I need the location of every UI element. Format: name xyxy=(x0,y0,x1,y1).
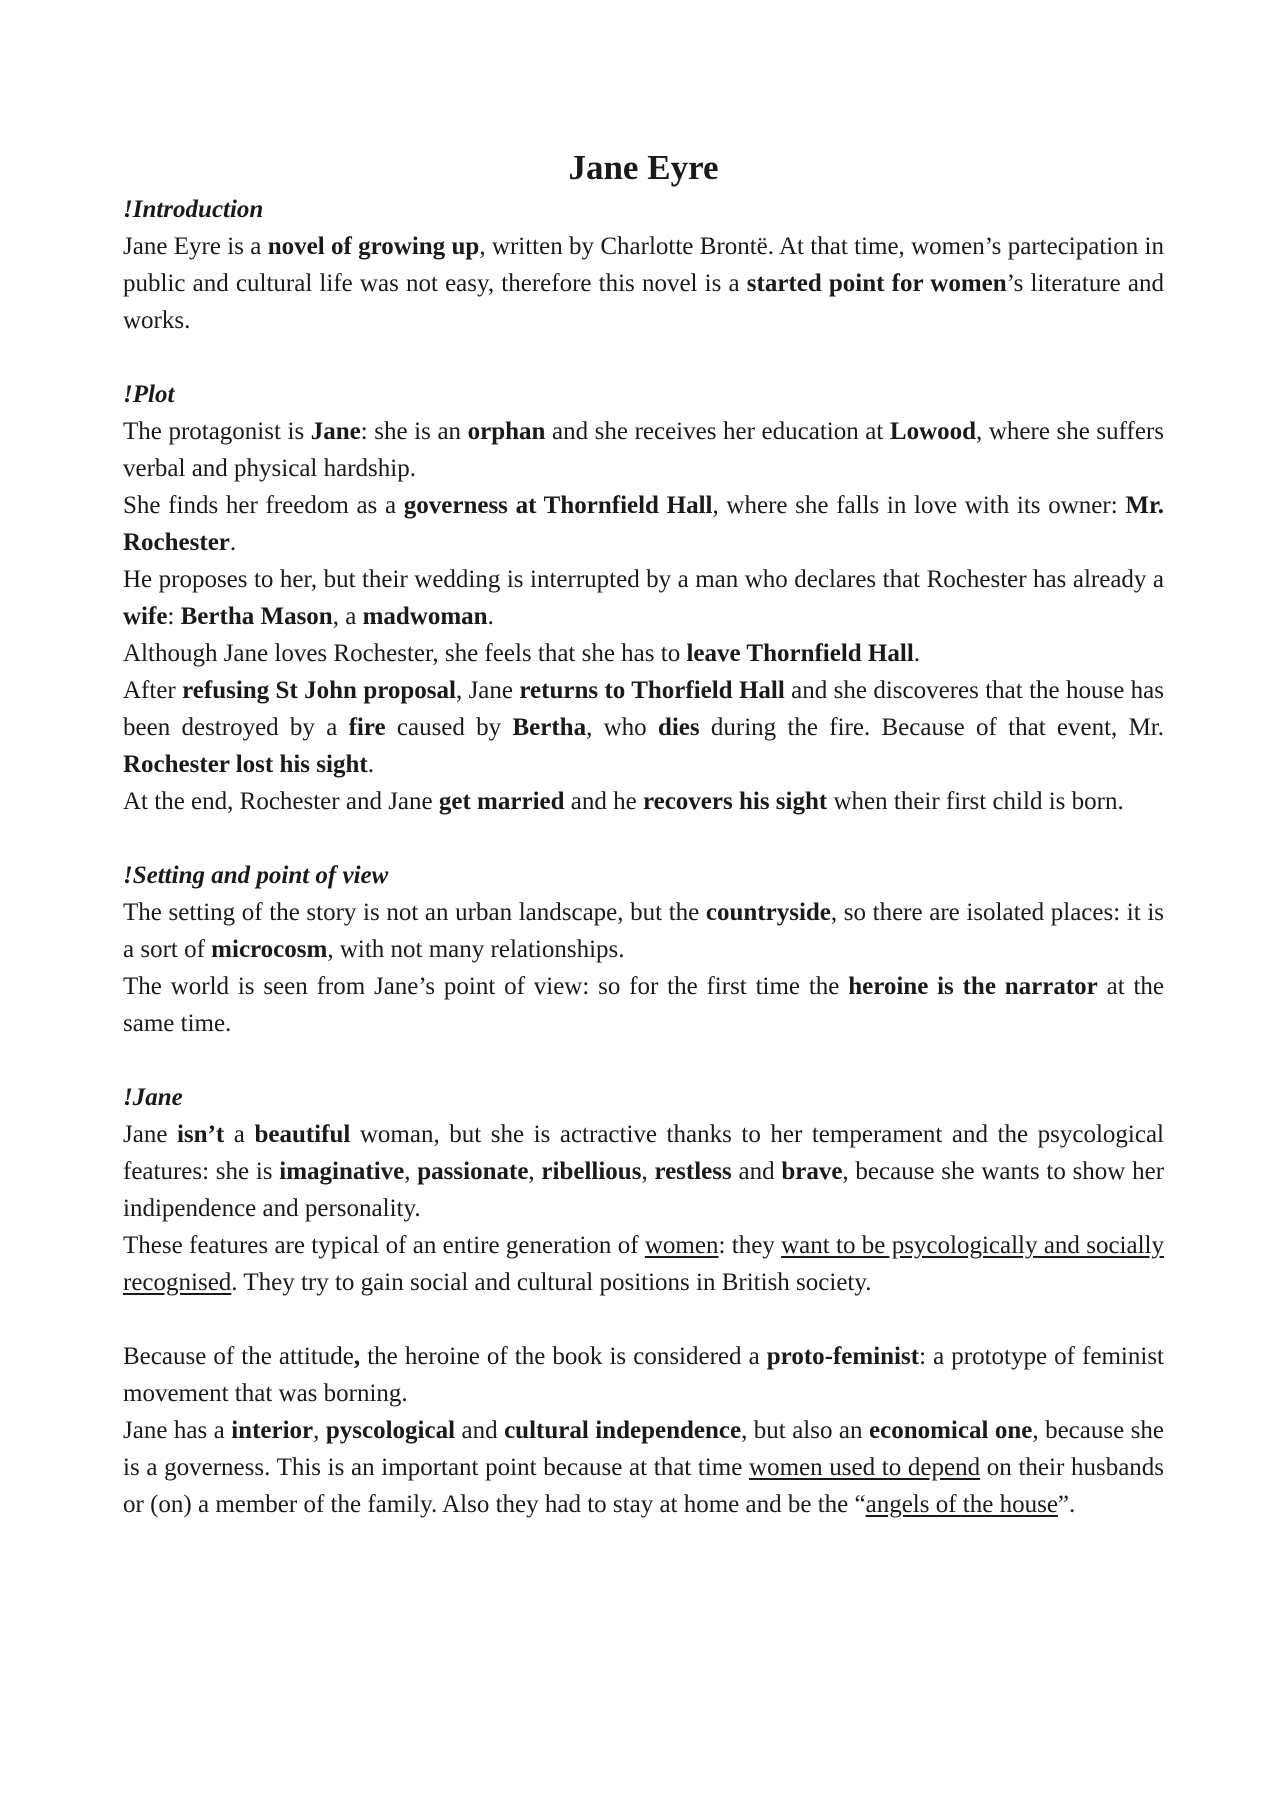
text-run: , a xyxy=(332,603,363,630)
bold-text: Bertha Mason xyxy=(180,603,333,630)
section-spacer xyxy=(123,820,1164,857)
text-run: , who xyxy=(586,714,658,741)
section-heading: !Introduction xyxy=(123,196,264,223)
bold-text: pyscological xyxy=(325,1417,456,1444)
text-run: Jane has a xyxy=(123,1417,232,1444)
text-run: , xyxy=(641,1158,655,1185)
text-run: at the same time. xyxy=(123,973,1165,1037)
text-run: and xyxy=(731,1158,782,1185)
text-run: on their husbands or (on) a member of the family. Also they had to stay at home and be the “ xyxy=(123,1454,1165,1518)
text-run: : she is an xyxy=(360,418,468,445)
text-run: . xyxy=(367,751,374,778)
text-run: : xyxy=(167,603,181,630)
text-run: , where she falls in love with its owner: xyxy=(712,492,1126,519)
paragraph xyxy=(123,1116,1164,1227)
bold-text: leave Thornfield Hall xyxy=(686,640,914,667)
text-run: woman, but she is actractive thanks to her temperament and the psycological features: she is xyxy=(123,1121,1165,1185)
bold-text: restless xyxy=(654,1158,732,1185)
bold-text: proto-feminist xyxy=(766,1343,920,1370)
paragraph xyxy=(123,783,1164,820)
bold-text: Bertha xyxy=(512,714,587,741)
text-run: caused by xyxy=(385,714,513,741)
section-heading: !Jane xyxy=(123,1084,183,1111)
paragraph xyxy=(123,1412,1164,1523)
text-run: ’s literature and works. xyxy=(123,270,1164,334)
text-run: , but also an xyxy=(741,1417,869,1444)
text-run: Jane Eyre is a xyxy=(123,233,268,260)
text-run: , with not many relationships. xyxy=(327,936,625,963)
bold-text: ribellious xyxy=(541,1158,642,1185)
paragraph xyxy=(123,228,1164,339)
bold-text: brave xyxy=(781,1158,843,1185)
text-run: These features are typical of an entire generation of xyxy=(123,1232,645,1259)
paragraph xyxy=(123,561,1164,635)
paragraph xyxy=(123,1338,1164,1412)
text-run: , xyxy=(404,1158,418,1185)
bold-text: economical one xyxy=(869,1417,1033,1444)
paragraph xyxy=(123,487,1164,561)
text-run: , xyxy=(528,1158,542,1185)
text-run: : they xyxy=(718,1232,782,1259)
bold-text: get married xyxy=(438,788,565,815)
bold-text: microcosm xyxy=(211,936,328,963)
bold-text: recovers his sight xyxy=(642,788,828,815)
bold-text: Lowood xyxy=(889,418,977,445)
text-run: , because she is a governess. This is an important point because at that time xyxy=(123,1417,1164,1481)
bold-text: beautiful xyxy=(254,1121,351,1148)
section-spacer xyxy=(123,339,1164,376)
text-run: The setting of the story is not an urban landscape, but the xyxy=(123,899,706,926)
text-run: At the end, Rochester and Jane xyxy=(123,788,439,815)
bold-text: governess at Thornfield Hall xyxy=(403,492,713,519)
text-run: , where she suffers verbal and physical hardship. xyxy=(123,418,1164,482)
bold-text: orphan xyxy=(467,418,546,445)
text-run: The protagonist is xyxy=(123,418,311,445)
bold-text: fire xyxy=(348,714,386,741)
text-run: and he xyxy=(564,788,643,815)
bold-text: Jane xyxy=(310,418,361,445)
document-page xyxy=(123,148,1164,1523)
text-run: . xyxy=(229,529,237,556)
section-heading: !Setting and point of view xyxy=(123,862,389,889)
text-run: . xyxy=(487,603,494,630)
text-run: and xyxy=(455,1417,505,1444)
bold-text: novel of growing up xyxy=(267,233,480,260)
section-spacer xyxy=(123,1042,1164,1079)
text-run: . xyxy=(913,640,921,667)
text-run: and she receives her education at xyxy=(545,418,890,445)
paragraph xyxy=(123,413,1164,487)
paragraph xyxy=(123,1227,1164,1301)
page-title: Jane Eyre xyxy=(568,148,719,187)
bold-text: wife xyxy=(123,603,168,630)
bold-text: returns to Thorfield Hall xyxy=(519,677,785,704)
bold-text: heroine is the narrator xyxy=(848,973,1098,1000)
underlined-text: women used to depend xyxy=(749,1454,981,1481)
text-run: , xyxy=(313,1417,326,1444)
text-run: , so there are isolated places: it is a sort of xyxy=(123,899,1164,963)
text-run: , Jane xyxy=(455,677,520,704)
text-run: and she discoveres that the house has been destroyed by a xyxy=(123,677,1165,741)
text-run: , because she wants to show her indipendence and personality. xyxy=(123,1158,1165,1222)
underlined-text: women xyxy=(644,1232,719,1259)
text-run: the heroine of the book is considered a xyxy=(360,1343,767,1370)
bold-text: interior xyxy=(231,1417,314,1444)
underlined-text: want to be psycologically and socially recognised xyxy=(123,1232,1164,1296)
paragraph xyxy=(123,968,1164,1042)
section-heading: !Plot xyxy=(123,381,175,408)
text-run: He proposes to her, but their wedding is interrupted by a man who declares that Rochester has already a xyxy=(123,566,1164,593)
bold-text: madwoman xyxy=(362,603,488,630)
text-run: . They try to gain social and cultural positions in British society. xyxy=(231,1269,872,1296)
bold-text: , xyxy=(353,1343,361,1370)
text-run: Although Jane loves Rochester, she feels that she has to xyxy=(123,640,687,667)
text-run: , written by Charlotte Brontë. At that time, women’s partecipation in public and cultural life was not easy, therefore this novel is a xyxy=(123,233,1164,297)
paragraph xyxy=(123,672,1164,783)
document-body xyxy=(123,191,1164,1523)
paragraph xyxy=(123,635,1164,672)
bold-text: Rochester lost his sight xyxy=(123,751,368,778)
paragraph-spacer xyxy=(123,1301,1164,1338)
text-run: After xyxy=(123,677,183,704)
text-run: Because of the attitude xyxy=(123,1343,354,1370)
bold-text: Mr. Rochester xyxy=(123,492,1164,556)
paragraph xyxy=(123,894,1164,968)
text-run: Jane xyxy=(123,1121,177,1148)
text-run: a xyxy=(224,1121,255,1148)
text-run: ”. xyxy=(1057,1491,1076,1518)
bold-text: dies xyxy=(657,714,700,741)
bold-text: refusing St John proposal xyxy=(182,677,456,704)
text-run: She finds her freedom as a xyxy=(123,492,404,519)
bold-text: cultural independence xyxy=(504,1417,742,1444)
text-run: : a prototype of feminist movement that was borning. xyxy=(123,1343,1164,1407)
text-run: when their first child is born. xyxy=(827,788,1124,815)
bold-text: started point for women xyxy=(746,270,1007,297)
bold-text: countryside xyxy=(705,899,831,926)
bold-text: imaginative xyxy=(279,1158,405,1185)
bold-text: isn’t xyxy=(176,1121,225,1148)
text-run: during the fire. Because of that event, Mr. xyxy=(699,714,1165,741)
bold-text: passionate xyxy=(417,1158,529,1185)
text-run: The world is seen from Jane’s point of view: so for the first time the xyxy=(123,973,849,1000)
underlined-text: angels of the house xyxy=(865,1491,1058,1518)
